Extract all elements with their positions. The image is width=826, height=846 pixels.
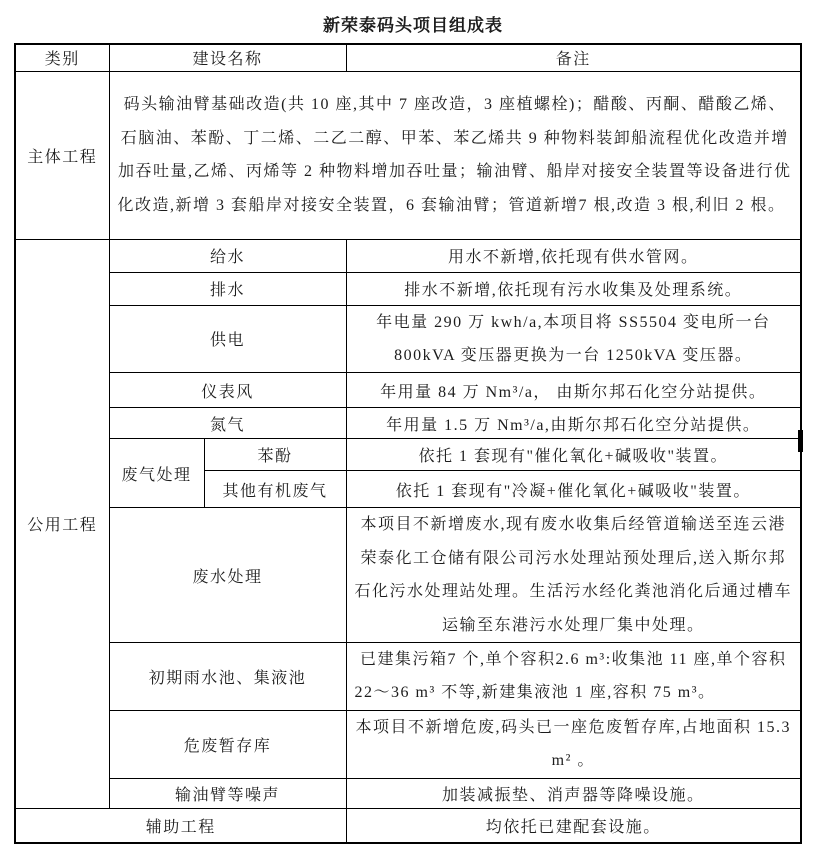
name-waste-gas-treatment: 废气处理 (109, 439, 204, 508)
remark-water-supply: 用水不新增,依托现有供水管网。 (346, 239, 801, 272)
remark-other-organic-gas: 依托 1 套现有"冷凝+催化氧化+碱吸收"装置。 (346, 471, 801, 508)
name-loading-arm-noise: 输油臂等噪声 (109, 778, 346, 808)
name-water-supply: 给水 (109, 239, 346, 272)
name-drainage: 排水 (109, 272, 346, 305)
table-row-hazardous-waste (15, 710, 801, 778)
document-title: 新荣泰码头项目组成表 (323, 16, 503, 35)
category-public-project: 公用工程 (15, 239, 109, 808)
table-row-water-supply (15, 239, 801, 272)
name-instrument-air: 仪表风 (109, 373, 346, 408)
name-auxiliary-project: 辅助工程 (15, 808, 346, 843)
table-row-drainage (15, 272, 801, 305)
table-row-rainwater-pool (15, 642, 801, 710)
name-power-supply: 供电 (109, 305, 346, 373)
header-category: 类别 (15, 44, 109, 71)
name-rainwater-pool: 初期雨水池、集液池 (109, 642, 346, 710)
table-row-nitrogen (15, 408, 801, 439)
project-composition-table (14, 43, 802, 844)
remark-drainage: 排水不新增,依托现有污水收集及处理系统。 (346, 272, 801, 305)
remark-power-supply: 年电量 290 万 kwh/a,本项目将 SS5504 变电所一台 800kVA 变压器更换为一台 1250kVA 变压器。 (346, 305, 801, 373)
name-hazardous-waste-storage: 危废暂存库 (109, 710, 346, 778)
remark-nitrogen: 年用量 1.5 万 Nm³/a,由斯尔邦石化空分站提供。 (346, 408, 801, 439)
remark-loading-arm-noise: 加装减振垫、消声器等降噪设施。 (346, 778, 801, 808)
header-row (15, 44, 801, 71)
text-cursor-artifact (798, 430, 803, 452)
table-row-noise (15, 778, 801, 808)
remark-phenol: 依托 1 套现有"催化氧化+碱吸收"装置。 (346, 439, 801, 471)
remark-main-project: 码头输油臂基础改造(共 10 座,其中 7 座改造，3 座植螺栓)；醋酸、丙酮、醋酸乙烯、石脑油、苯酚、丁二烯、二乙二醇、甲苯、苯乙烯共 9 种物料装卸船流程优化改造并增加吞吐量,乙烯、丙烯等 2 种物料增加吞吐量；输油臂、船岸对接安全装置等设备进行优化改造,新增 3 套船岸对接安全装置，6 套输油臂；管道新增7 根,改造 3 根,利旧 2 根。 (109, 71, 801, 239)
remark-wastewater-treatment: 本项目不新增废水,现有废水收集后经管道输送至连云港荣泰化工仓储有限公司污水处理站预处理后,送入斯尔邦石化污水处理站处理。生活污水经化粪池消化后通过槽车运输至东港污水处理厂集中处理。 (346, 508, 801, 643)
table-row-main-project (15, 71, 801, 239)
category-main-project: 主体工程 (15, 71, 109, 239)
table-row-waste-gas-phenol (15, 439, 801, 471)
table-row-wastewater (15, 508, 801, 643)
remark-rainwater-pool: 已建集污箱7 个,单个容积2.6 m³:收集池 11 座,单个容积 22～36 m³ 不等,新建集液池 1 座,容积 75 m³。 (346, 642, 801, 710)
header-remark: 备注 (346, 44, 801, 71)
table-row-instrument-air (15, 373, 801, 408)
table-row-auxiliary (15, 808, 801, 843)
remark-auxiliary-project: 均依托已建配套设施。 (346, 808, 801, 843)
name-nitrogen: 氮气 (109, 408, 346, 439)
table-row-power-supply (15, 305, 801, 373)
name-wastewater-treatment: 废水处理 (109, 508, 346, 643)
remark-hazardous-waste-storage: 本项目不新增危废,码头已一座危废暂存库,占地面积 15.3 m² 。 (346, 710, 801, 778)
header-name: 建设名称 (109, 44, 346, 71)
name-other-organic-gas: 其他有机废气 (204, 471, 346, 508)
name-phenol: 苯酚 (204, 439, 346, 471)
remark-instrument-air: 年用量 84 万 Nm³/a， 由斯尔邦石化空分站提供。 (346, 373, 801, 408)
